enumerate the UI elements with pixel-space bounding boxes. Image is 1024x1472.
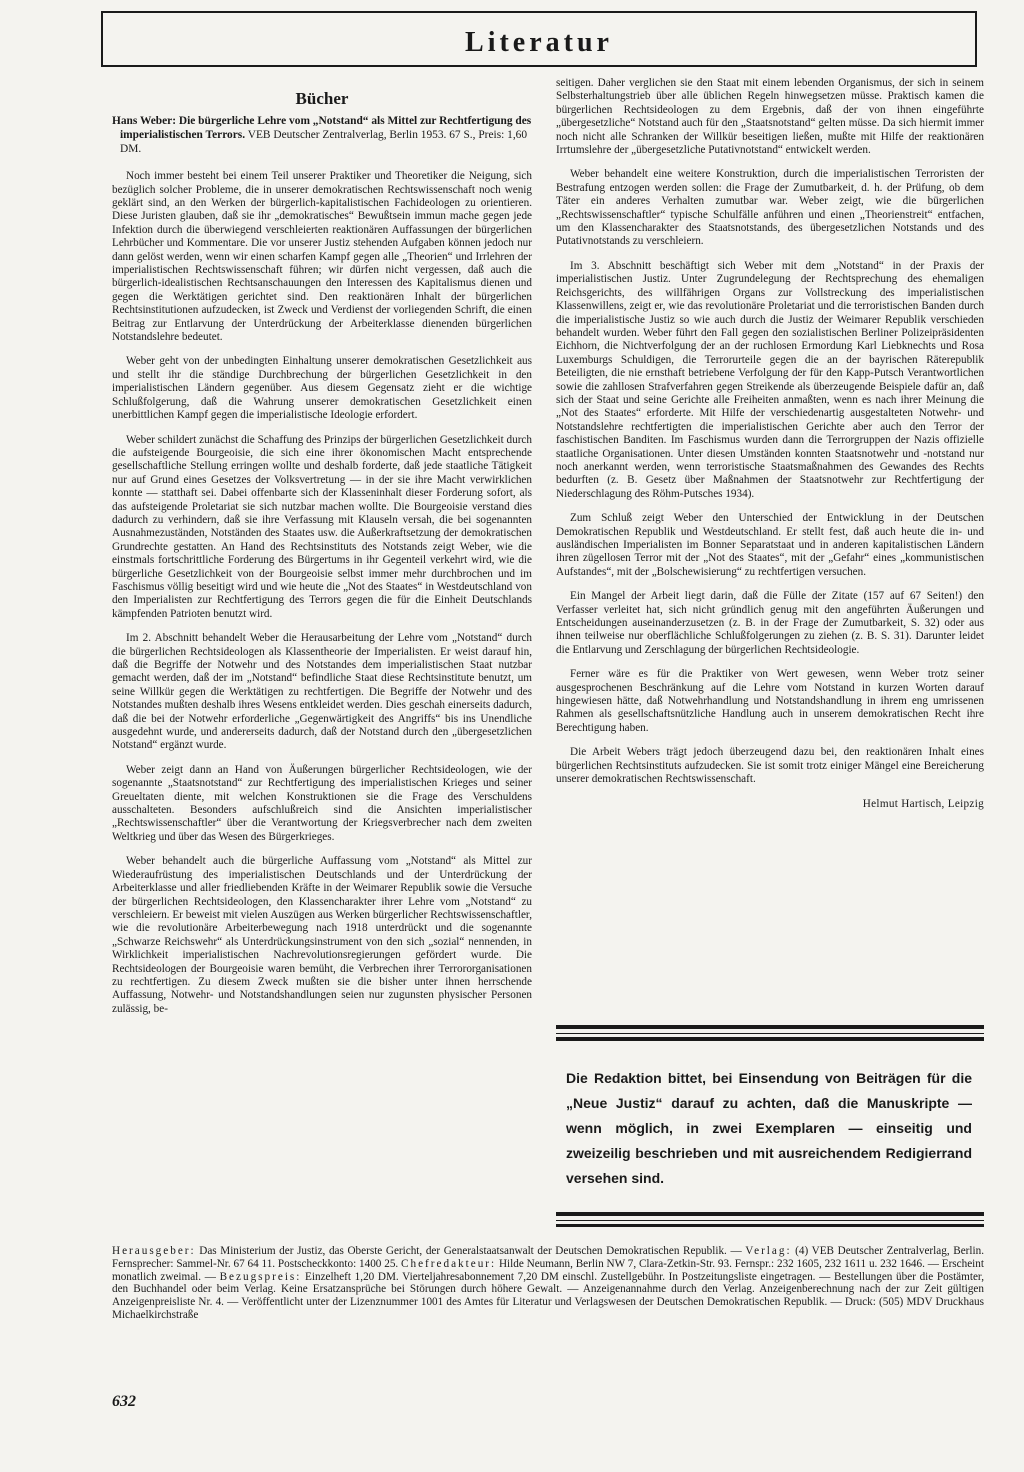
section-title: Literatur xyxy=(465,27,613,58)
book-reference xyxy=(112,115,532,156)
review-paragraph: Weber zeigt dann an Hand von Äußerungen bürgerlicher Rechtsideologen, wie der sogenannte „Staatsnotstand“ zur Rechtfertigung des imperialistischen Krieges und seiner Greueltaten diente, mit welchen Konstruktionen sie die Frage des Verschuldens ausschalteten. Besonders aufschlußreich sind die Ansichten imperialistischer „Rechtswissenschaftler“ über die Verantwortung der Kriegsverbrecher nach dem zweiten Weltkrieg und über das Wesen des Bürgerkrieges. xyxy=(112,763,532,843)
review-paragraph: Weber schildert zunächst die Schaffung des Prinzips der bürgerlichen Gesetzlichkeit durch die aufsteigende Bourgeoisie, die sich eine ihrer ökonomischen Macht entsprechende gesellschaftliche Stellung erringen wollte und deshalb forderte, daß jede staatliche Tätigkeit nur auf Grund eines Gesetzes der Volksvertretung — in der sie ihre Macht verwirklichen konnte — statthaft sei. Dabei offenbarte sich der Klasseninhalt dieser Forderung sofort, als das aufsteigende Proletariat sie sich nutzbar machen wollte. Die Bourgeoisie verstand dies dadurch zu verhindern, daß sie ihre Verfassung mit Klauseln versah, die bei sogenannten Ausnahmezuständen, Notständen des Staates usw. die Außerkraftsetzung der demokratischen Grundrechte gestatten. An Hand des Rechtsinstituts des Notstands zeigt Weber, wie die einstmals fortschrittliche Forderung des Bürgertums in ihr Gegenteil verkehrt wird, wie die bürgerliche Gesetzlichkeit von der Bourgeoisie selbst immer mehr durchbrochen und im Faschismus völlig beseitigt wird und wie heute die „Not des Staates“ in Westdeutschland von den Imperialisten zur Rechtfertigung des Terrors gegen die für die Einheit Deutschlands kämpfenden Patrioten benutzt wird. xyxy=(112,433,532,620)
imprint-publisher-text: Das Ministerium der Justiz, das Oberste Gericht, der Generalstaatsanwalt der Deutschen Demokratischen Republik. — xyxy=(195,1245,746,1257)
left-column xyxy=(112,89,532,1027)
books-heading: Bücher xyxy=(295,89,349,108)
notice-top-rule-thin xyxy=(556,1033,984,1034)
review-paragraph-continued: seitigen. Daher verglichen sie den Staat mit einem lebenden Organismus, der sich in seinem Selbsterhaltungstrieb über alle üblichen Regeln hinwegsetzen müsse. Praktisch kamen die bürgerlichen Rechtsideologen zu dem Ergebnis, daß der von ihnen eingeführte „übergesetzliche“ Notstand auch für den „Staatsnotstand“ gelten müsse. Da sich hiermit immer noch nicht alle Schranken der Willkür beseitigen ließen, mußte mit Hilfe der reaktionären Irrtumslehre der „übergesetzliche Putativnotstand“ entwickelt werden. xyxy=(556,77,984,157)
notice-bottom-rule-thick-2 xyxy=(556,1224,984,1227)
review-paragraph: Ferner wäre es für die Praktiker von Wert gewesen, wenn Weber trotz seiner ausgesprochenen Beschränkung auf die Lehre vom Notstand in kurzen Worten darauf hingewiesen hätte, daß Notwehrhandlung und Notstandshandlung in ihrem eng umrissenen Rahmen als gesellschaftsnützliche Handlung auch in unserem demokratischen Recht ihre Berechtigung haben. xyxy=(556,668,984,734)
review-paragraph: Zum Schluß zeigt Weber den Unterschied der Entwicklung in der Deutschen Demokratischen Republik und Westdeutschland. Er stellt fest, daß auch heute die in- und ausländischen Imperialisten im Bonner Separatstaat und in anderen kapitalistischen Ländern ihren zügellosen Terror mit der „Not des Staates“, mit der „Gefahr“ eines „kommunistischen Aufstandes“, mit der „Bolschewisierung“ zu rechtfertigen versuchen. xyxy=(556,512,984,578)
notice-bottom-rule-thin xyxy=(556,1220,984,1221)
review-paragraph: Ein Mangel der Arbeit liegt darin, daß die Fülle der Zitate (157 auf 67 Seiten!) den Verfasser verleitet hat, sich nicht gründlich genug mit den angeführten Äußerungen und Entscheidungen auseinanderzusetzen (z. B. in der Frage der Zumutbarkeit, S. 32) oder aus ihnen teilweise nur oberflächliche Schlußfolgerungen zu ziehen (z. B. S. 31). Darunter leidet die Entlarvung und Zerschlagung der bürgerlichen Rechtsideologie. xyxy=(556,590,984,656)
imprint-verlag-text: (4) VEB Deutscher Zentralverlag, Berlin. Fernsprecher: Sammel-Nr. 67 64 11. Postscheckkonto: 1400 25. xyxy=(112,1245,984,1270)
notice-top-rule-thick xyxy=(556,1025,984,1029)
book-publication-details: VEB Deutscher Zentralverlag, Berlin 1953. 67 S., Preis: 1,60 DM. xyxy=(120,129,528,155)
imprint-verlag-label: Verlag: xyxy=(745,1245,792,1257)
editorial-notice: Die Redaktion bittet, bei Einsendung von Beiträgen für die „Neue Justiz“ darauf zu achten, daß die Manuskripte — wenn möglich, in zwei Exemplaren — einseitig und zweizeilig beschrieben und mit ausreichendem Redigierrand versehen sind. xyxy=(566,1070,972,1186)
review-paragraph: Noch immer besteht bei einem Teil unserer Praktiker und Theoretiker die Neigung, sich bezüglich solcher Probleme, die in unserer demokratischen Rechtswissenschaft noch wenig geklärt sind, an den Werken der bürgerlich-kapitalistischen Fachideologen zu orientieren. Diese Juristen glauben, daß sie ihr „demokratisches“ Bewußtsein immun mache gegen jede Infektion durch die überwiegend verschleierten reaktionären Auffassungen der bürgerlichen Lehrbücher und Kommentare. Die vor unserer Justiz stehenden Aufgaben können jedoch nur dann gelöst werden, wenn wir einen scharfen Kampf gegen alle „Theorien“ und Irrlehren der imperialistischen Rechtswissenschaft führen; wir dürfen nicht vergessen, daß auch die bürgerlich-idealistischen Rechtsanschauungen den Interessen des Kapitalismus dienen und gegen die Werktätigen gerichtet sind. Den reaktionären Inhalt der bürgerlichen Rechtsinstitutionen aufzudecken, ist Zweck und Verdienst der vorliegenden Schrift, die einen Beitrag zur Entlarvung der Unterdrückung der Arbeiterklasse dienenden bürgerlichen Notstandslehre bedeutet. xyxy=(112,170,532,344)
review-paragraph: Die Arbeit Webers trägt jedoch überzeugend dazu bei, den reaktionären Inhalt eines bürgerlichen Rechtsinstituts aufzudecken. Sie ist somit trotz einiger Mängel eine Bereicherung unserer demokratischen Rechtswissenschaft. xyxy=(556,746,984,786)
imprint-editor-label: Chefredakteur: xyxy=(401,1257,497,1270)
section-header-box xyxy=(101,11,977,67)
imprint-publisher-label: Herausgeber: xyxy=(112,1245,196,1257)
imprint xyxy=(112,1245,984,1322)
page-number: 632 xyxy=(112,1393,136,1410)
review-paragraph: Im 3. Abschnitt beschäftigt sich Weber mit dem „Notstand“ in der Praxis der imperialistischen Justiz. Unter Zugrundelegung der Rechtsprechung des ehemaligen Reichsgerichts, des willfährigen Organs zur Vollstreckung des imperialistischen Klassenwillens, zeigt er, wie das revolutionäre Proletariat und die terroristischen Banden durch die imperialistische Justiz so wie auch durch die Justiz der Weimarer Republik verschieden behandelt wurden. Weber führt den Fall gegen den sozialistischen Berliner Polizeipräsidenten Eichhorn, die Nichtverfolgung der an der ruchlosen Ermordung Karl Liebknechts und Rosa Luxemburgs Schuldigen, die Terrorurteile gegen die an der bayrischen Räterepublik Beteiligten, die nie ernsthaft betriebene Verfolgung der für den Kapp-Putsch Verantwortlichen sowie die zahllosen Strafverfahren gegen Streikende als überzeugende Beispiele dafür an, daß sich der Staat und seine Gerichte alle Freiheiten anmaßten, wenn es nach ihrer Meinung die „Not des Staates“ erforderte. Mit Hilfe der verschiedenartig ausgestalteten Notwehr- und Notstandslehre rechtfertigten die imperialistischen Gerichte aber auch den Terror der faschistischen Banditen. Im Faschismus wurden dann die Terrorgruppen der Nazis offizielle staatliche Organisationen. Unter diesen Umständen konnten Staatsnotwehr und -notstand nur noch anerkannt werden, wenn terroristische Staatsmaßnahmen des Gewandes des Rechts bedurften (z. B. Gesetz über Maßnahmen der Staatsnotwehr zur Rechtfertigung der Niederschlagung des Röhm-Putsches 1934). xyxy=(556,259,984,500)
right-column xyxy=(556,77,984,822)
review-paragraph: Im 2. Abschnitt behandelt Weber die Herausarbeitung der Lehre vom „Notstand“ durch die bürgerlichen Rechtsideologen als Klassentheorie der Imperialisten. Er weist darauf hin, daß die Begriffe der Notwehr und des Notstandes dem imperialistischen Staat nutzbar gemacht werden, daß der im „Notstand“ befindliche Staat diese Rechtsinstitute benutzt, um seine Willkür gegen die Werktätigen zu rechtfertigen. Die Begriffe der Notwehr und des Notstandes mußten deshalb ihres Wesens entkleidet werden. Dies geschah einerseits dadurch, daß die bei der Notwehr erforderliche „Gegenwärtigkeit des Angriffs“ bis ins Unendliche ausgedehnt wurde, und andererseits dadurch, daß der Notstand durch den „übergesetzlichen Notstand“ ergänzt wurde. xyxy=(112,632,532,752)
imprint-editor-text: Hilde Neumann, Berlin NW 7, Clara-Zetkin-Str. 93. Fernspr.: 232 1605, 232 1611 u. 232 1646. — Erscheint monatlich zweimal. — xyxy=(112,1257,984,1283)
book-title: Hans Weber: Die bürgerliche Lehre vom „Notstand“ als Mittel zur Rechtfertigung des imperialistischen Terrors. xyxy=(112,115,532,141)
notice-bottom-rule-thick xyxy=(556,1212,984,1216)
imprint-price-label: Bezugspreis: xyxy=(219,1270,302,1283)
notice-top-rule-thick-2 xyxy=(556,1037,984,1041)
imprint-price-text: Einzelheft 1,20 DM. Vierteljahresabonnement 7,20 DM einschl. Zustellgebühr. In Postzeitungsliste eingetragen. — Bestellungen über die Postämter, den Buchhandel oder beim Verlag. Keine Ersatzansprüche bei Störungen durch höhere Gewalt. — Anzeigenannahme durch den Verlag. Anzeigenberechnung nach der zur Zeit gültigen Anzeigenpreisliste Nr. 4. — Veröffentlicht unter der Lizenznummer 1001 des Amtes für Literatur und Verlagswesen der Deutschen Demokratischen Republik. — Druck: (505) MDV Druckhaus Michaelkirchstraße xyxy=(112,1270,984,1321)
review-paragraph: Weber behandelt auch die bürgerliche Auffassung vom „Notstand“ als Mittel zur Wiederaufrüstung des imperialistischen Deutschlands und der Unterdrückung der Arbeiterklasse und aller friedliebenden Kräfte in der Weimarer Republik sowie die Versuche der bürgerlichen Rechtsideologen, den Klassencharakter ihrer Lehre vom „Notstand“ zu verschleiern. Er beweist mit vielen Auszügen aus Werken bürgerlicher Rechtswissenschaftler, wie die revolutionäre Arbeiterbewegung nach 1918 unterdrückt und die sogenannte „Schwarze Reichswehr“ als Unterdrückungsinstrument von den sich „sozial“ nennenden, in Wirklichkeit imperialistischen Nachrevolutionsregierungen gefördert wurde. Die Rechtsideologen der Bourgeoisie waren bemüht, die Verbrechen ihrer Terrororganisationen zu rechtfertigen. Zu diesem Zweck mußten sie die bisher unter ihnen herrschende Auffassung, Notwehr- und Notstandshandlungen seien nur zugunsten physischer Personen zulässig, be- xyxy=(112,855,532,1015)
review-paragraph: Weber geht von der unbedingten Einhaltung unserer demokratischen Gesetzlichkeit aus und stellt ihr die ständige Durchbrechung der bürgerlichen Gesetzlichkeit in den imperialistischen Ländern gegenüber. Aus diesem Gegensatz zieht er die wichtige Schlußfolgerung, daß die Wahrung unserer demokratischen Gesetzlichkeit einen unerbittlichen Kampf gegen die imperialistische Ideologie erfordert. xyxy=(112,355,532,422)
reviewer-signature: Helmut Hartisch, Leipzig xyxy=(862,797,984,810)
review-paragraph: Weber behandelt eine weitere Konstruktion, durch die imperialistischen Terroristen der Bestrafung entzogen werden sollen: die Frage der Zumutbarkeit, d. h. der Prüfung, ob dem Täter ein anderes Verhalten zumutbar war. Weber zeigt, wie die bürgerlichen „Rechtswissenschaftler“ typische Schulfälle anführen und einen „Theorienstreit“ entfachen, um den Klassencharakter des Staatsnotstands, des übergesetzlichen Notstands und des Putativnotstands zu verschleiern. xyxy=(556,168,984,248)
